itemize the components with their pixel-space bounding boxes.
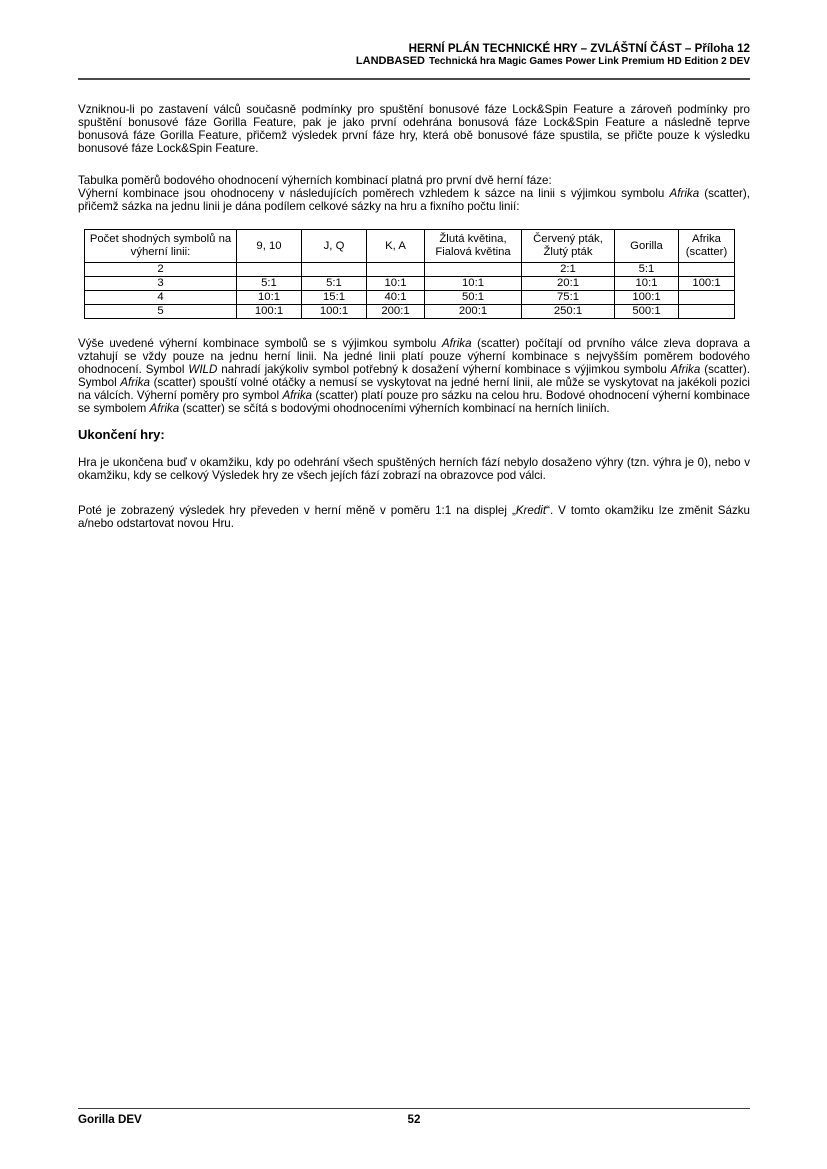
footer-doc-name: Gorilla DEV <box>78 1113 142 1126</box>
italic-term: Afrika <box>149 402 180 415</box>
table-cell-value: 4 <box>85 291 237 305</box>
italic-term: Afrika <box>670 363 701 376</box>
text-run: nahradí jakýkoliv symbol potřebný k dosažení výherní kombinace s výjimkou symbolu <box>217 363 671 376</box>
table-row <box>85 291 735 305</box>
text-run: (scatter) počítají od prvního válce zleva doprava a vztahují se vždy pouze na jednu herní linii. Na jedné linii platí pouze výherní kombinace s nejvyšším poměrem bodového ohodnocení. Symbol <box>78 337 750 376</box>
table-cell-value: 100:1 <box>615 291 679 305</box>
table-cell-value: 5:1 <box>615 263 679 277</box>
header-game-name: Technická hra Magic Games Power Link Premium HD Edition 2 DEV <box>428 56 750 67</box>
table-cell-empty <box>367 263 425 277</box>
table-header-cell: Gorilla <box>615 230 679 263</box>
table-cell-empty <box>425 263 522 277</box>
table-cell-value: 10:1 <box>237 291 302 305</box>
table-cell-empty <box>679 291 735 305</box>
header-landbased-label: LANDBASED <box>355 55 425 67</box>
table-cell-value: 50:1 <box>425 291 522 305</box>
table-cell-value: 5 <box>85 305 237 319</box>
table-intro-line2 <box>78 187 750 213</box>
payout-table <box>84 229 735 319</box>
text-run: “. V tomto okamžiku lze změnit Sázku a/nebo odstartovat novou Hru. <box>78 504 750 530</box>
table-header-row <box>85 230 735 263</box>
table-header-cell: Červený pták, Žlutý pták <box>522 230 615 263</box>
table-header-cell: Počet shodných symbolů na výherní linii: <box>85 230 237 263</box>
table-cell-value: 5:1 <box>302 277 367 291</box>
table-cell-value: 200:1 <box>367 305 425 319</box>
italic-term: Afrika <box>120 376 150 389</box>
table-header-cell: K, A <box>367 230 425 263</box>
table-cell-empty <box>237 263 302 277</box>
table-cell-value: 250:1 <box>522 305 615 319</box>
italic-term: Kredit <box>515 504 547 517</box>
header-title-line1: HERNÍ PLÁN TECHNICKÉ HRY – ZVLÁŠTNÍ ČÁST – Příloha 12 <box>408 42 750 55</box>
table-row <box>85 305 735 319</box>
table-cell-value: 20:1 <box>522 277 615 291</box>
table-header-cell: 9, 10 <box>237 230 302 263</box>
paragraph-table-intro <box>78 174 750 213</box>
table-cell-value: 15:1 <box>302 291 367 305</box>
paragraph-winning-rules <box>78 337 750 415</box>
text-run: Výše uvedené výherní kombinace symbolů se s výjimkou symbolu <box>78 337 442 350</box>
table-cell-value: 10:1 <box>425 277 522 291</box>
table-header-cell: Afrika (scatter) <box>679 230 735 263</box>
table-cell-value: 100:1 <box>679 277 735 291</box>
paragraph-game-end <box>78 456 750 482</box>
header-rule <box>78 78 750 80</box>
table-cell-value: 100:1 <box>237 305 302 319</box>
table-cell-value: 200:1 <box>425 305 522 319</box>
italic-term: WILD <box>188 363 218 376</box>
table-cell-value: 2 <box>85 263 237 277</box>
text-run: (scatter) se sčítá s bodovými ohodnoceními výherních kombinací na herních liniích. <box>179 402 610 415</box>
table-cell-value: 500:1 <box>615 305 679 319</box>
italic-term: Afrika <box>669 187 700 200</box>
table-cell-value: 40:1 <box>367 291 425 305</box>
table-cell-value: 10:1 <box>615 277 679 291</box>
text-run: Poté je zobrazený výsledek hry převeden v herní měně v poměru 1:1 na displej „ <box>78 504 516 517</box>
text-run: Výherní kombinace jsou ohodnoceny v následujících poměrech vzhledem k sázce na linii s výjimkou symbolu <box>78 187 670 200</box>
table-cell-value: 75:1 <box>522 291 615 305</box>
text-run: (scatter). Symbol <box>78 363 750 389</box>
table-cell-value: 2:1 <box>522 263 615 277</box>
paragraph-credit-transfer <box>78 504 750 530</box>
section-heading-game-end: Ukončení hry: <box>78 427 165 442</box>
table-cell-value: 100:1 <box>302 305 367 319</box>
text-run: (scatter) spouští volné otáčky a nemusí se vyskytovat na jedné herní linii, ale může se vyskytovat na jakékoli pozici na válcích. Výherní poměry pro symbol <box>78 376 750 402</box>
text-run: Hra je ukončena buď v okamžiku, kdy po odehrání všech spuštěných herních fází nebylo dosaženo výhry (tzn. výhra je 0), nebo v okamžiku, kdy se celkový Výsledek hry ze všech jejích fází zobrazí na obrazovce pod válci. <box>78 456 750 482</box>
paragraph-bonus-phases <box>78 103 750 155</box>
footer-row <box>78 1113 750 1126</box>
table-row <box>85 263 735 277</box>
table-row <box>85 277 735 291</box>
italic-term: Afrika <box>441 337 472 350</box>
table-cell-value: 3 <box>85 277 237 291</box>
text-run: (scatter) platí pouze pro sázku na celou hru. Bodové ohodnocení výherní kombinace se symbolem <box>78 389 751 415</box>
table-cell-empty <box>302 263 367 277</box>
document-header <box>78 0 750 80</box>
page-content <box>78 0 750 530</box>
header-title-line2 <box>78 55 750 68</box>
document-footer <box>78 1108 750 1126</box>
table-cell-value: 5:1 <box>237 277 302 291</box>
text-run: (scatter), přičemž sázka na jednu linii je dána podílem celkové sázky na hru a fixního počtu linií: <box>78 187 750 213</box>
table-intro-line1: Tabulka poměrů bodového ohodnocení výherních kombinací platná pro první dvě herní fáze: <box>78 174 552 187</box>
italic-term: Afrika <box>282 389 313 402</box>
table-header-cell: J, Q <box>302 230 367 263</box>
table-header-cell: Žlutá květina, Fialová květina <box>425 230 522 263</box>
table-cell-empty <box>679 263 735 277</box>
table-cell-empty <box>679 305 735 319</box>
table-cell-value: 10:1 <box>367 277 425 291</box>
text-run: Vzniknou-li po zastavení válců současně podmínky pro spuštění bonusové fáze Lock&Spin Feature a zároveň podmínky pro spuštění bonusové fáze Gorilla Feature, pak je jako první odehrána bonusová fáze Lock&Spin Feature a následně teprve bonusová fáze Gorilla Feature, přičemž výsledek první fáze hry, která obě bonusové fáze spustila, se přičte pouze k výsledku bonusové fáze Lock&Spin Feature. <box>78 103 750 155</box>
footer-page-number: 52 <box>407 1113 421 1126</box>
